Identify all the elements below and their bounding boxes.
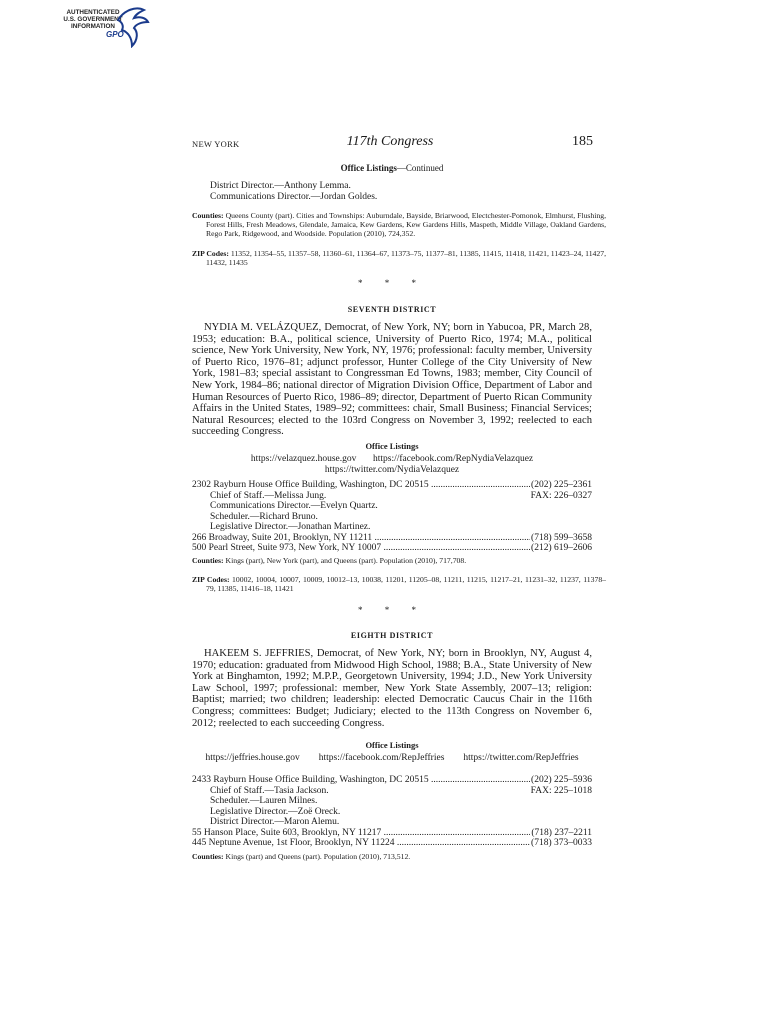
facebook-link[interactable]: https://facebook.com/RepJeffries bbox=[318, 753, 445, 763]
eighth-district-heading: EIGHTH DISTRICT bbox=[350, 631, 434, 640]
facebook-link[interactable]: https://facebook.com/RepNydiaVelazquez bbox=[373, 454, 534, 464]
state-header: NEW YORK bbox=[192, 139, 240, 149]
congress-header: 117th Congress bbox=[346, 134, 434, 149]
gpo-authentication-logo bbox=[62, 6, 152, 48]
staff-line: Legislative Director.—Jonathan Martinez. bbox=[210, 522, 371, 532]
staff-line: Scheduler.—Richard Bruno. bbox=[210, 511, 318, 522]
staff-line: Scheduler.—Lauren Milnes. bbox=[210, 796, 318, 806]
seventh-offices bbox=[192, 480, 592, 554]
eagle-icon bbox=[114, 6, 150, 48]
staff-line: District Director.—Anthony Lemma. bbox=[210, 181, 351, 191]
continued-heading: Office Listings—Continued bbox=[340, 163, 444, 173]
seventh-counties: Counties: Kings (part), New York (part), and Queens (part). Population (2010), 717,708. bbox=[192, 556, 467, 565]
eighth-office-listings-title: Office Listings bbox=[365, 740, 419, 750]
staff-line: Legislative Director.—Zoë Oreck. bbox=[210, 806, 341, 817]
website-link[interactable]: https://jeffries.house.gov bbox=[205, 753, 300, 763]
district-office-row: 55 Hanson Place, Suite 603, Brooklyn, NY 11217 ..... (718) 237–2211 bbox=[192, 828, 592, 839]
twitter-link[interactable]: https://twitter.com/RepJeffries bbox=[463, 753, 579, 763]
gpo-label: GPO bbox=[106, 30, 124, 39]
logo-text: AUTHENTICATED U.S. GOVERNMENT INFORMATION bbox=[63, 9, 123, 30]
seventh-bio: NYDIA M. VELÁZQUEZ, Democrat, of New York, NY; born in Yabucoa, PR, March 28, 1953; education: B.A., political science, University of Puerto Rico, 1974; M.A., political science, New York University, New York, NY, 1976; professional: faculty member, University of Puerto Rico, 1976–81; adjunct professor, Hunter College of the City University of New York, 1981–83; special assistant to Congressman Ed Towns, 1983; member, City Council of New York, 1984–86; national director of Migration Division Office, Department of Labor and Human Resources of Puerto Rico, 1986–89; director, Department of Puerto Rican Community Affairs in the United States, 1989–92; committees: chair, Small Business; Financial Services; Natural Resources; elected to the 103rd Congress on November 3, 1992; reelected to each succeeding Congress. bbox=[192, 322, 593, 438]
dc-office-row: 2433 Rayburn House Office Building, Washington, DC 20515 ..... (202) 225–5936 bbox=[192, 775, 592, 786]
website-link[interactable]: https://velazquez.house.gov bbox=[250, 454, 357, 464]
seventh-zip-codes: ZIP Codes: 10002, 10004, 10007, 10009, 10012–13, 10038, 11201, 11205–08, 11211, 11215, 11217–21, 11231–32, 11237, 11378–79, 11385, 11416–18, 11421 bbox=[192, 575, 607, 593]
staff-line: Communications Director.—Jordan Goldes. bbox=[210, 191, 378, 202]
eighth-counties: Counties: Kings (part) and Queens (part). Population (2010), 713,512. bbox=[192, 852, 411, 861]
dc-office-row: Chief of Staff.—Melissa Jung. FAX: 226–0327 bbox=[210, 490, 592, 501]
eighth-bio: HAKEEM S. JEFFRIES, Democrat, of New York, NY; born in Brooklyn, NY, August 4, 1970; education: graduated from Midwood High School, 1988; B.A., State University of New York at Binghamton, 1992; M.P.P., Georgetown University, 1994; J.D., New York University Law School, 1997; professional: member, New York State Assembly, 2007–13; religion: Baptist; married; two children; leadership: elected Democratic Caucus Chair in the 116th Congress; committees: Budget; Judiciary; elected to the 113th Congress on November 6, 2012; reelected to each succeeding Congress. bbox=[192, 648, 592, 729]
eighth-offices bbox=[192, 775, 592, 849]
staff-line: Communications Director.—Evelyn Quartz. bbox=[210, 501, 378, 511]
district-office-row: 445 Neptune Avenue, 1st Floor, Brooklyn, NY 11224 ..... (718) 373–0033 bbox=[192, 838, 592, 849]
eighth-links bbox=[192, 753, 592, 763]
page-number: 185 bbox=[572, 134, 593, 149]
prev-staff-list bbox=[192, 181, 592, 202]
twitter-link[interactable]: https://twitter.com/NydiaVelazquez bbox=[324, 465, 460, 475]
seventh-links bbox=[192, 454, 592, 464]
dc-office-row: 2302 Rayburn House Office Building, Washington, DC 20515 ..... (202) 225–2361 bbox=[192, 480, 592, 491]
district-office-row: 266 Broadway, Suite 201, Brooklyn, NY 11211 ..... (718) 599–3658 bbox=[192, 533, 592, 544]
district-office-row: 500 Pearl Street, Suite 973, New York, NY 10007 ..... (212) 619–2606 bbox=[192, 543, 592, 554]
section-separator: * * * bbox=[358, 605, 426, 615]
seventh-district-heading: SEVENTH DISTRICT bbox=[347, 305, 437, 314]
seventh-office-listings-title: Office Listings bbox=[365, 441, 419, 451]
staff-line: District Director.—Maron Alemu. bbox=[210, 817, 340, 827]
prev-zip-codes: ZIP Codes: 11352, 11354–55, 11357–58, 11360–61, 11364–67, 11373–75, 11377–81, 11385, 11415, 11418, 11421, 11423–24, 11427, 11432, 11435 bbox=[192, 249, 606, 267]
section-separator: * * * bbox=[358, 278, 426, 288]
prev-counties: Counties: Queens County (part). Cities and Townships: Auburndale, Bayside, Briarwood, Electchester-Pomonok, Elmhurst, Flushing, Forest Hills, Fresh Meadows, Glendale, Jamaica, Kew Gardens, Kew Gardens Hills, Maspeth, Middle Village, Oakland Gardens, Rego Park, Ridgewood, and Woodside. Population (2010), 724,352. bbox=[192, 211, 607, 238]
dc-office-row: Chief of Staff.—Tasia Jackson. FAX: 225–1018 bbox=[210, 785, 592, 796]
